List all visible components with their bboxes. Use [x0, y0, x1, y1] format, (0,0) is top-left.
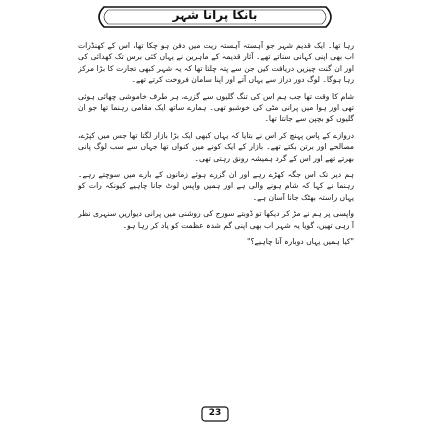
- paragraph-1: رہا تھا۔ ایک قدیم شہر جو آہستہ آہستہ ریت میں دفن ہو چکا تھا، اس کے کھنڈرات اب بھی اپنی کہانی سناتے تھے۔ آثار قدیمہ کے ماہرین نے یہاں کئی برس تک کھدائی کی اور ان گنت چیزیں دریافت کیں جن سے پتہ چلتا تھا کہ یہ شہر کبھی تجارت کا بڑا مرکز رہا ہوگا۔ لوگ دور دراز سے یہاں آتے اور اپنا سامان فروخت کرتے تھے۔: [78, 41, 354, 85]
- page-header: [90, 4, 340, 30]
- chapter-title: بانکا پرانا شہر: [172, 8, 258, 22]
- paragraph-3: دروازے کے پاس پہنچ کر اس نے بتایا کہ یہاں کبھی ایک بڑا بازار لگتا تھا جس میں کپڑے، مصالحے اور برتن بکتے تھے۔ بازار کے ایک کونے میں کنواں تھا جہاں سے سب لوگ پانی بھرتے تھے اور اس کے گرد ہمیشہ رونق رہتی تھی۔: [78, 130, 354, 163]
- page-footer: [200, 405, 230, 423]
- page-number: 23: [208, 408, 222, 418]
- paragraph-4: ہم دیر تک اس جگہ کھڑے رہے اور ان گزرے ہوئے زمانوں کے بارے میں سوچتے رہے۔ رہنما نے کہا کہ شام ہونے والی ہے اور ہمیں واپس لوٹ جانا چاہیے کیونکہ رات کو یہاں راستہ بھٹک جانا آسان ہے۔: [78, 170, 354, 202]
- paragraph-5: واپسی پر ہم نے مڑ کر دیکھا تو ڈوبتے سورج کی روشنی میں پرانی دیواریں سنہری نظر آ رہی تھیں، گویا یہ شہر اب بھی اپنی گم شدہ عظمت کو یاد کر رہا ہو۔: [78, 209, 354, 230]
- page-body: [78, 40, 354, 388]
- paragraph-6: "کیا ہمیں یہاں دوبارہ آنا چاہیے؟": [247, 237, 354, 247]
- paragraph-2: شام کا وقت تھا جب ہم اس کی تنگ گلیوں سے گزرے، ہر طرف خاموشی چھائی ہوئی تھی اور ہوا میں پرانی مٹی کی خوشبو تھی۔ ہمارے ساتھ ایک مقامی رہنما تھا جو ان گلیوں کو بچپن سے جانتا تھا۔: [78, 91, 354, 124]
